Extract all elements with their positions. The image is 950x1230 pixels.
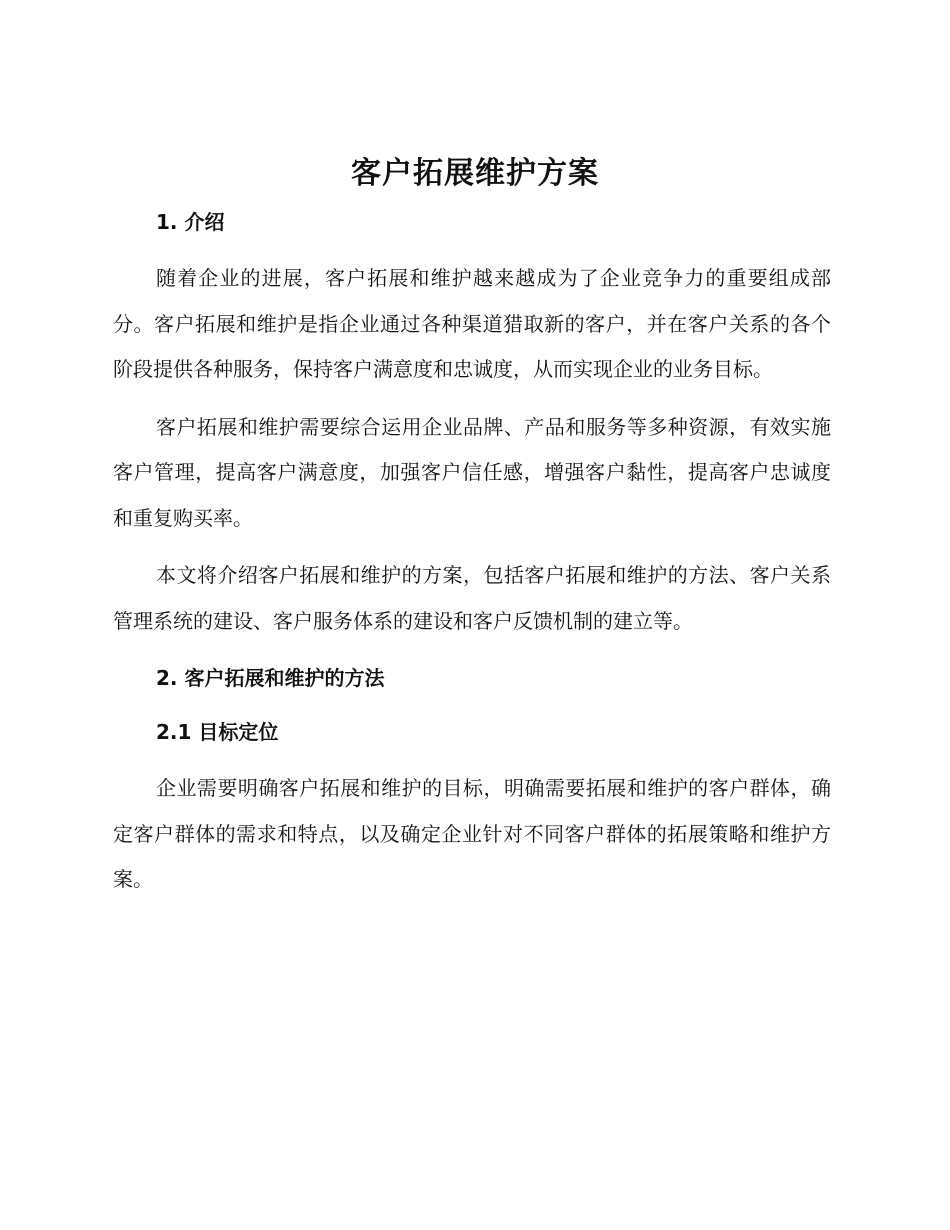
- section-heading-methods: 2. 客户拓展和维护的方法: [156, 666, 385, 690]
- document-body: [113, 200, 831, 903]
- target-positioning-paragraph: 企业需要明确客户拓展和维护的目标，明确需要拓展和维护的客户群体，确定客户群体的需求和特点，以及确定企业针对不同客户群体的拓展策略和维护方案。: [113, 776, 831, 891]
- section-heading-introduction: 1. 介绍: [156, 210, 225, 234]
- intro-paragraph-1: 随着企业的进展，客户拓展和维护越来越成为了企业竞争力的重要组成部分。客户拓展和维护是指企业通过各种渠道猎取新的客户，并在客户关系的各个阶段提供各种服务，保持客户满意度和忠诚度，从而实现企业的业务目标。: [113, 266, 831, 381]
- subsection-heading-target-positioning: 2.1 目标定位: [156, 720, 279, 744]
- intro-paragraph-2: 客户拓展和维护需要综合运用企业品牌、产品和服务等多种资源，有效实施客户管理，提高客户满意度，加强客户信任感，增强客户黏性，提高客户忠诚度和重复购买率。: [113, 414, 831, 530]
- document-title: 客户拓展维护方案: [351, 156, 599, 191]
- intro-paragraph-3: 本文将介绍客户拓展和维护的方案，包括客户拓展和维护的方法、客户关系管理系统的建设、客户服务体系的建设和客户反馈机制的建立等。: [113, 563, 831, 633]
